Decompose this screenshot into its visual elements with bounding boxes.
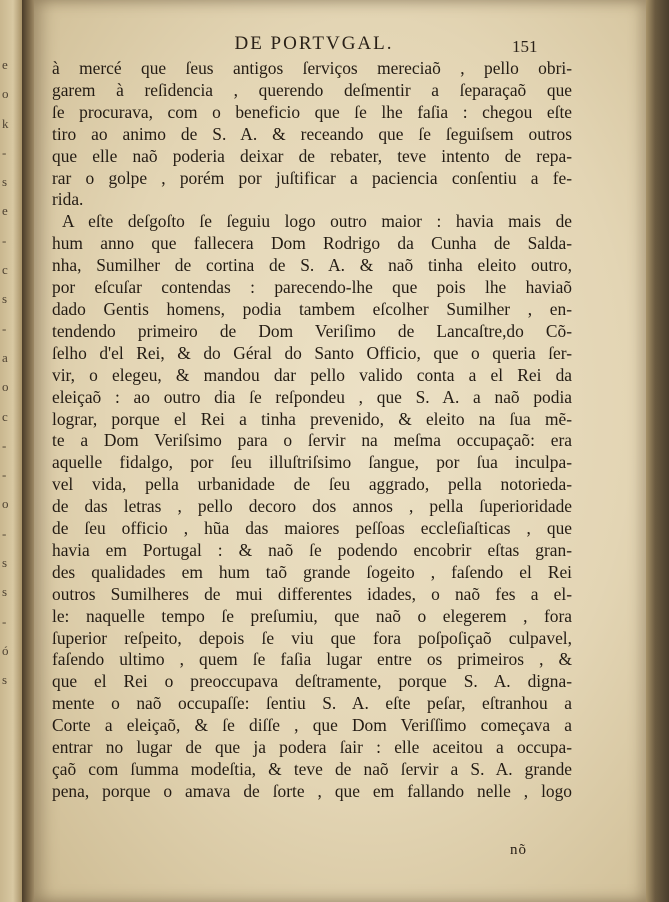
text-line: rar o golpe , porém por juſtificar a paciencia conſentiu a fe- (52, 167, 572, 188)
text-line: rida. (52, 189, 84, 210)
text-line: dado Gentis homens, podia tambem eſcolher Sumilher , en- (52, 298, 572, 319)
text-line: nha, Sumilher de cortina de S. A. & naõ tinha eleito outro, (52, 255, 572, 276)
text-line: outros Sumilheres de mui differentes idades, o naõ fes a el- (52, 583, 572, 604)
page-number: 151 (512, 37, 538, 56)
text-line: tiro ao animo de S. A. & receando que ſe ſeguiſsem outros (52, 123, 572, 144)
text-line: de das letras , pello decoro dos annos , pella ſuperioridade (52, 496, 572, 517)
text-line: eleiçaõ : ao outro dia ſe reſpondeu , que S. A. a naõ podia (52, 386, 572, 407)
text-line: vel vida, pella urbanidade de ſeu aggrado, pella notorieda- (52, 474, 572, 495)
text-line: le: naquelle tempo ſe preſumiu, que naõ o elegerem , fora (52, 605, 572, 626)
text-line: que elle naõ poderia deixar de rebater, teve intento de repa- (52, 145, 572, 166)
text-line: pena, porque o amava de ſorte , que em fallando nelle , logo (52, 780, 572, 801)
text-line: tendendo primeiro de Dom Veriſimo de Lancaſtre,do Cõ- (52, 320, 572, 341)
text-line: hum anno que fallecera Dom Rodrigo da Cunha de Salda- (52, 233, 572, 254)
text-line: entrar no lugar de que ja podera ſair : elle aceitou a occupa- (52, 737, 572, 758)
text-line: mente o naõ occupaſſe: ſentiu S. A. eſte peſar, eſtranhou a (52, 693, 572, 714)
text-line: faſendo ultimo , quem ſe faſia lugar entre os primeiros , & (52, 649, 572, 670)
page-right-edge (646, 0, 669, 902)
text-line: que el Rei o preoccupava deſtramente, porque S. A. digna- (52, 671, 572, 692)
text-line: garem à reſidencia , querendo deſmentir a ſeparaçaõ que (52, 79, 572, 100)
text-line: A eſte deſgoſto ſe ſeguiu logo outro maior : havia mais de (62, 211, 572, 232)
text-line: por eſcuſar contendas : parecendo-lhe que pois lhe haviaõ (52, 277, 572, 298)
text-line: lograr, porque el Rei a tinha prevenido, & eleito na ſua mẽ- (52, 408, 572, 429)
text-line: havia em Portugal : & naõ ſe podendo encobrir eſtas gran- (52, 539, 572, 560)
text-line: çaõ com ſumma modeſtia, & teve de naõ ſervir a S. A. grande (52, 759, 572, 779)
text-line: Corte a eleiçaõ, & ſe diſſe , que Dom Veriſſimo começava a (52, 715, 572, 736)
text-line: ſuperior reſpeito, depois ſe viu que fora poſpoſiçaõ culpavel, (52, 627, 572, 648)
text-line: de ſeu officio , hũa das maiores peſſoas eccleſiaſticas , que (52, 518, 572, 539)
facing-page-margin-glyphs: e o k - s e - c s - a o c - - o - s s - ó s (2, 57, 9, 688)
text-line: vir, o elegeu, & mandou dar pello valido conta a el Rei da (52, 364, 572, 385)
catchword: nõ (510, 842, 527, 858)
body-text (52, 58, 572, 803)
text-line: te a Dom Veriſsimo para o ſervir na meſma occupaçaõ: era (52, 430, 572, 451)
text-line: ſelho d'el Rei, & do Géral do Santo Officio, que o queria ſer- (52, 342, 572, 363)
text-line: à mercé que ſeus antigos ſerviços mereciaõ , pello obri- (52, 58, 572, 78)
book-page (34, 0, 646, 902)
running-head: DE PORTVGAL. (234, 33, 394, 54)
text-line: des qualidades em hum taõ grande ſogeito , faſendo el Rei (52, 561, 572, 582)
text-line: aquelle fidalgo, por ſeu illuſtriſsimo ſangue, por ſua inculpa- (52, 452, 572, 473)
text-line: ſe procurava, com o beneficio que ſe lhe faſia : chegou eſte (52, 101, 572, 122)
